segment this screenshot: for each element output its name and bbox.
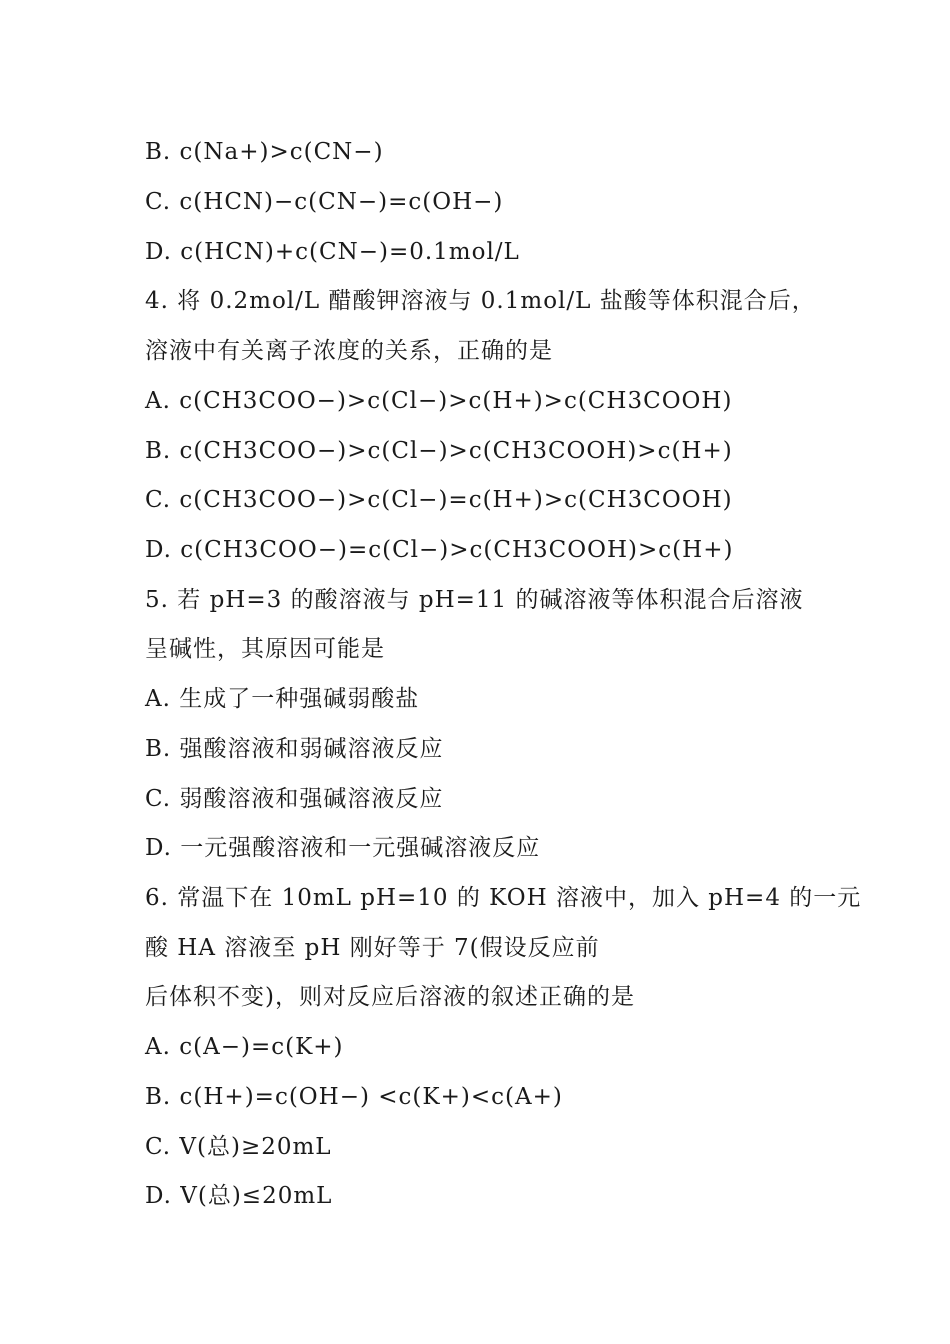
text-line: D. V(总)≤20mL — [145, 1183, 333, 1209]
text-line: B. c(Na+)>c(CN−) — [145, 139, 384, 165]
text-line: A. 生成了一种强碱弱酸盐 — [145, 686, 420, 712]
text-line: D. 一元强酸溶液和一元强碱溶液反应 — [145, 835, 541, 861]
text-line: C. c(HCN)−c(CN−)=c(OH−) — [145, 189, 504, 215]
text-line: 呈碱性，其原因可能是 — [145, 636, 385, 662]
text-line: 4. 将 0.2mol/L 醋酸钾溶液与 0.1mol/L 盐酸等体积混合后， — [145, 288, 816, 314]
text-line: D. c(CH3COO−)=c(Cl−)>c(CH3COOH)>c(H+) — [145, 537, 734, 563]
text-line: A. c(CH3COO−)>c(Cl−)>c(H+)>c(CH3COOH) — [145, 388, 733, 414]
text-line: 6. 常温下在 10mL pH=10 的 KOH 溶液中，加入 pH=4 的一元 — [145, 885, 862, 911]
text-line: C. 弱酸溶液和强碱溶液反应 — [145, 786, 444, 812]
text-line: C. V(总)≥20mL — [145, 1134, 332, 1160]
text-line: C. c(CH3COO−)>c(Cl−)=c(H+)>c(CH3COOH) — [145, 487, 733, 513]
text-line: 5. 若 pH=3 的酸溶液与 pH=11 的碱溶液等体积混合后溶液 — [145, 587, 804, 613]
text-line: 酸 HA 溶液至 pH 刚好等于 7(假设反应前 — [145, 935, 600, 961]
text-line: B. 强酸溶液和弱碱溶液反应 — [145, 736, 444, 762]
text-line: A. c(A−)=c(K+) — [145, 1034, 344, 1060]
text-line: 后体积不变)，则对反应后溶液的叙述正确的是 — [145, 984, 635, 1010]
text-line: D. c(HCN)+c(CN−)=0.1mol/L — [145, 239, 520, 265]
text-line: 溶液中有关离子浓度的关系，正确的是 — [145, 338, 553, 364]
text-line: B. c(CH3COO−)>c(Cl−)>c(CH3COOH)>c(H+) — [145, 438, 733, 464]
text-line: B. c(H+)=c(OH−) <c(K+)<c(A+) — [145, 1084, 563, 1110]
